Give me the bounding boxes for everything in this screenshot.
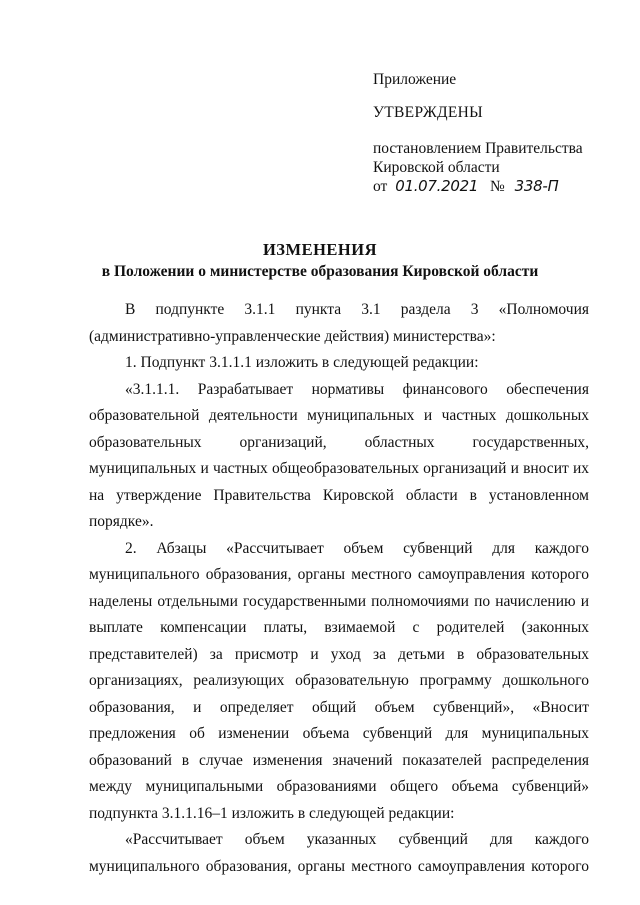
title-sub: в Положении о министерстве образования Кировской области: [101, 263, 539, 280]
paragraph-intro: В подпункте 3.1.1 пункта 3.1 раздела 3 «Полномочия (административно-управленческие действия) министерства»:: [89, 301, 589, 345]
number-sign: №: [489, 178, 505, 195]
paragraph-item-2-text: «Рассчитывает объем указанных субвенций для каждого муниципального образования, органы местного самоуправления которого: [89, 831, 589, 875]
date-prefix: от: [373, 178, 388, 195]
paragraph-item-2: 2. Абзацы «Рассчитывает объем субвенций для каждого муниципального образования, органы местного самоуправления которого наделены отдельными государственными полномочиями по начислению и выплате компенсации платы, взимаемой с родителей (законных представителей) за присмотр и уход за детьми в образовательных организациях, реализующих образовательную программу дошкольного образования, и определяет общий объем субвенций», «Вносит предложения об изменении объема субвенций для муниципальных образований в случае изменения значений показателей распределения между муниципальными образованиями общего объема субвенций» подпункта 3.1.1.16–1 изложить в следующей редакции:: [89, 539, 589, 822]
approval-line-3: [373, 177, 623, 196]
approval-block: [373, 70, 623, 196]
document-body: [89, 297, 589, 901]
appendix-label: Приложение: [373, 71, 457, 88]
paragraph-item-1: 1. Подпункт 3.1.1.1 изложить в следующей редакции:: [125, 354, 479, 371]
approval-line-2: Кировской области: [373, 159, 500, 176]
handwritten-number: 338-П: [514, 177, 559, 195]
approved-label: УТВЕРЖДЕНЫ: [373, 104, 483, 121]
title-main: ИЗМЕНЕНИЯ: [262, 240, 378, 259]
paragraph-item-1-text: «3.1.1.1. Разрабатывает нормативы финансового обеспечения образовательной деятельности муниципальных и частных дошкольных образовательных организаций, областных государственных, муниципальных и частных общеобразовательных организаций и вносит их на утверждение Правительства Кировской области в установленном порядке».: [89, 380, 589, 530]
approval-line-1: постановлением Правительства: [373, 140, 583, 157]
document-title: [0, 240, 640, 282]
handwritten-date: 01.07.2021: [395, 177, 479, 195]
